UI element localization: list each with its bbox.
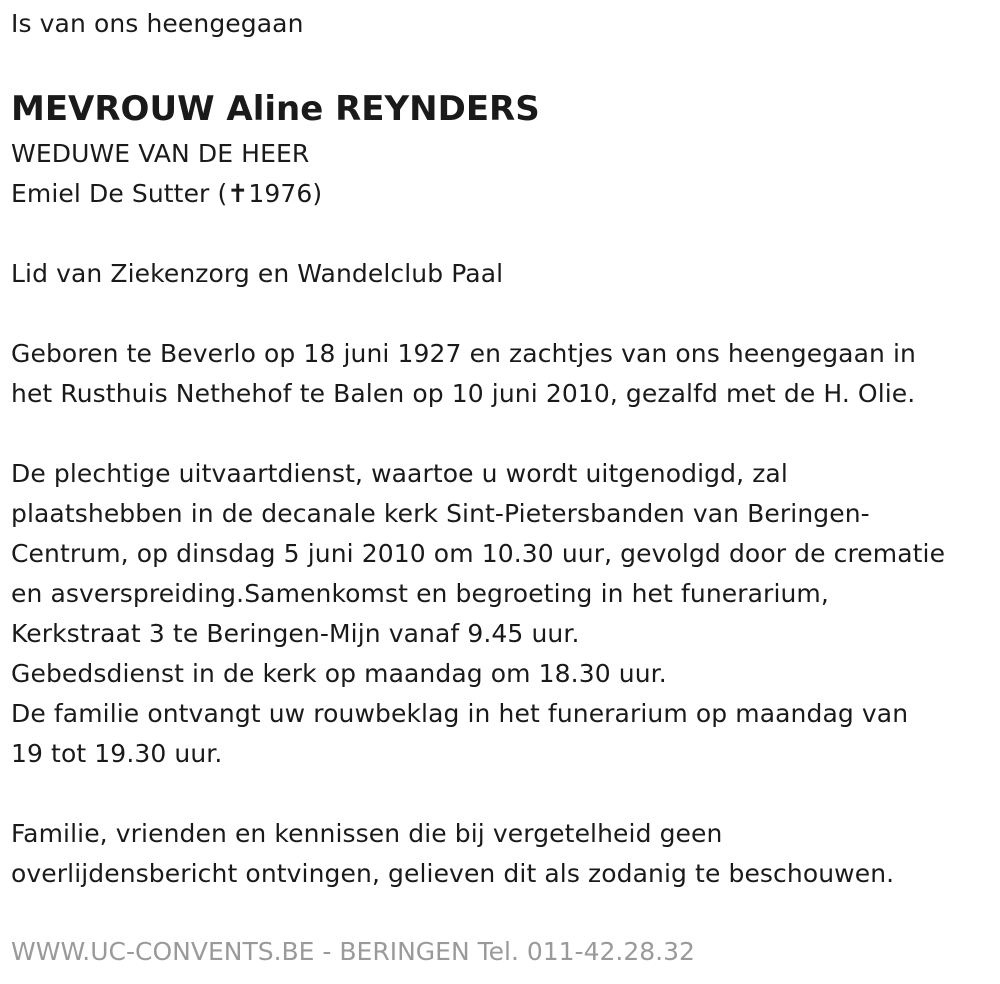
paragraph-line: Centrum, op dinsdag 5 juni 2010 om 10.30 uur, gevolgd door de crematie [11,539,946,568]
paragraph-line: plaatshebben in de decanale kerk Sint-Pietersbanden van Beringen- [11,499,870,528]
intro-text: Is van ons heengegaan [11,9,304,38]
paragraph-line: overlijdensbericht ontvingen, gelieven dit als zodanig te beschouwen. [11,859,895,888]
paragraph-line: De familie ontvangt uw rouwbeklag in het funerarium op maandag van [11,699,909,728]
paragraph-line: Kerkstraat 3 te Beringen-Mijn vanaf 9.45 uur. [11,619,580,648]
paragraph-line: Familie, vrienden en kennissen die bij vergetelheid geen [11,819,723,848]
paragraph-line: en asverspreiding.Samenkomst en begroeting in het funerarium, [11,579,829,608]
spacer [11,774,996,814]
spacer [11,294,996,334]
notice-paragraph [11,814,996,894]
obituary-notice [11,0,996,972]
paragraph-line: het Rusthuis Nethehof te Balen op 10 juni 2010, gezalfd met de H. Olie. [11,379,916,408]
spacer [11,214,996,254]
membership-text: Lid van Ziekenzorg en Wandelclub Paal [11,259,504,288]
service-paragraph [11,454,996,774]
paragraph-line: Gebedsdienst in de kerk op maandag om 18.30 uur. [11,659,667,688]
spacer [11,414,996,454]
paragraph-line: Geboren te Beverlo op 18 juni 1927 en zachtjes van ons heengegaan in [11,339,917,368]
footer-contact: WWW.UC-CONVENTS.BE - BERINGEN Tel. 011-42.28.32 [11,937,695,966]
spouse-title: WEDUWE VAN DE HEER [11,139,310,168]
deceased-name: MEVROUW Aline REYNDERS [11,89,540,129]
spouse-name: Emiel De Sutter (✝1976) [11,179,323,208]
paragraph-line: 19 tot 19.30 uur. [11,739,223,768]
paragraph-line: De plechtige uitvaartdienst, waartoe u wordt uitgenodigd, zal [11,459,788,488]
birth-paragraph [11,334,996,414]
